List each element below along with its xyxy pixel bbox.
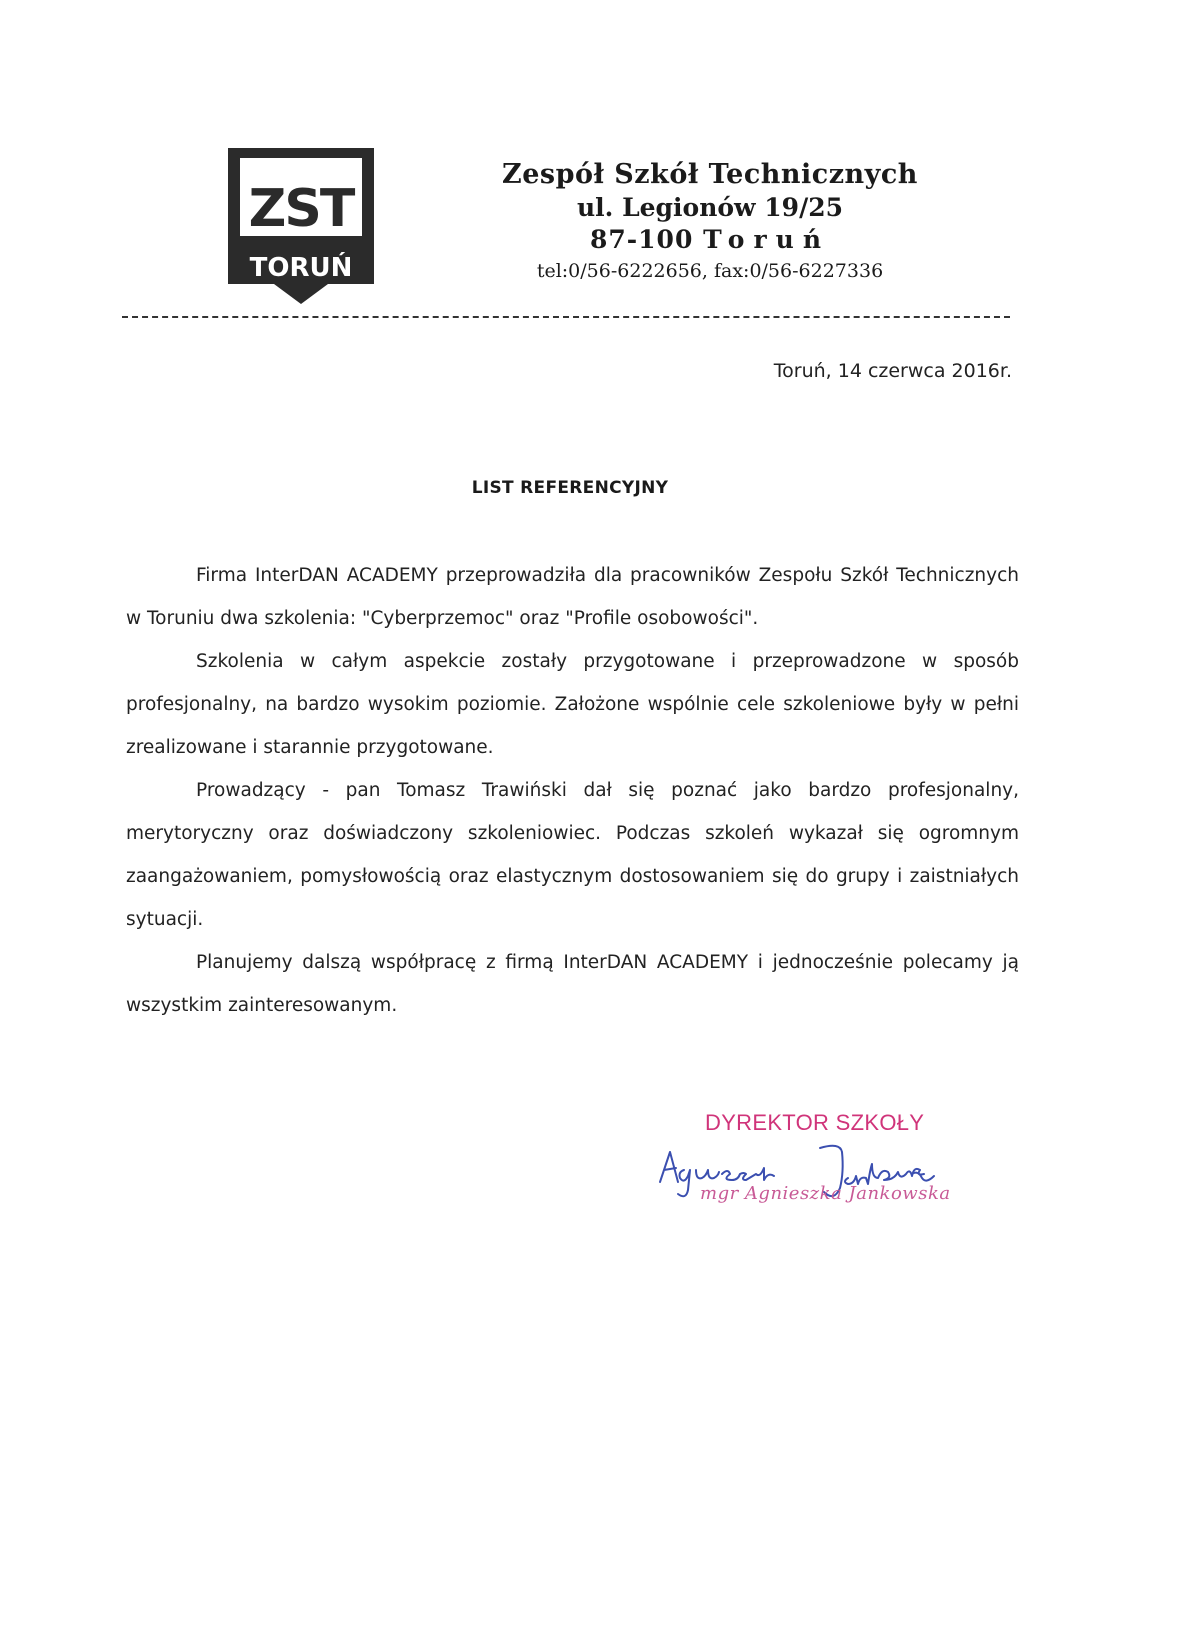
postal-code: 87-100 — [589, 225, 694, 254]
document-title: LIST REFERENCYJNY — [471, 478, 669, 498]
paragraph: Szkolenia w całym aspekcie zostały przygotowane i przeprowadzone w sposób profesjonalny, na bardzo wysokim poziomie. Założone wspólnie cele szkoleniowe były w pełni zrealizowane i starannie przygotowane. — [126, 651, 1019, 758]
organization-name: Zespół Szkół Technicznych — [502, 159, 918, 190]
letter-body — [126, 554, 1019, 1027]
logo-zst-text: ZST — [248, 179, 354, 239]
paragraph: Firma InterDAN ACADEMY przeprowadziła dla pracowników Zespołu Szkół Technicznych w Toruniu dwa szkolenia: "Cyberprzemoc" oraz "Profile osobowości". — [126, 565, 1019, 629]
header-divider — [122, 316, 1010, 318]
zst-torun-logo — [222, 148, 380, 306]
date-line: Toruń, 14 czerwca 2016r. — [773, 360, 1012, 382]
organization-street: ul. Legionów 19/25 — [576, 193, 843, 222]
city-name: Toruń — [703, 225, 830, 254]
director-stamp-name: mgr Agnieszka Jankowska — [700, 1183, 951, 1204]
organization-header — [470, 158, 950, 286]
logo-torun-text: TORUŃ — [249, 253, 353, 283]
paragraph: Planujemy dalszą współpracę z firmą InterDAN ACADEMY i jednocześnie polecamy ją wszystkim zainteresowanym. — [126, 952, 1019, 1016]
organization-contact: tel:0/56-6222656, fax:0/56-6227336 — [536, 260, 884, 282]
organization-city-line — [470, 224, 950, 256]
director-stamp-title: DYREKTOR SZKOŁY — [705, 1110, 925, 1135]
paragraph: Prowadzący - pan Tomasz Trawiński dał się poznać jako bardzo profesjonalny, merytoryczny oraz doświadczony szkoleniowiec. Podczas szkoleń wykazał się ogromnym zaangażowaniem, pomysłowością oraz elastycznym dostosowaniem się do grupy i zaistniałych sytuacji. — [126, 780, 1019, 930]
